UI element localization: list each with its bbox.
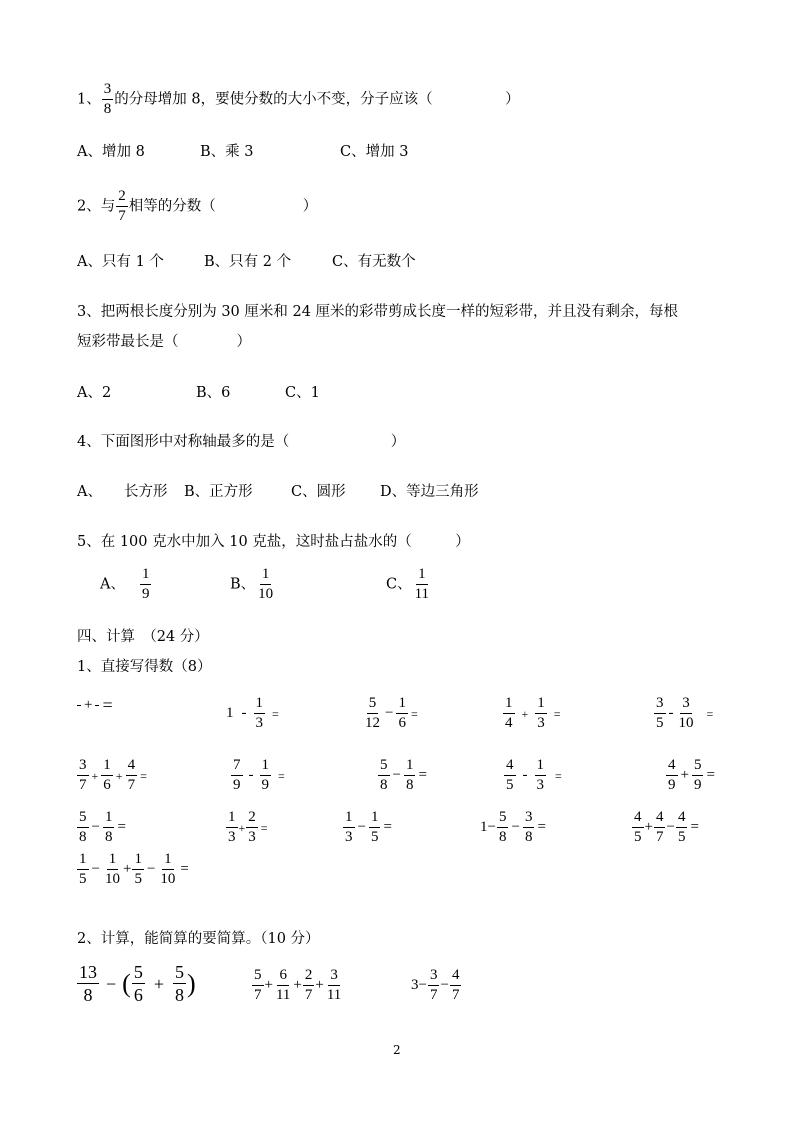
calc-r4c1: $\frac{1}{5}$ − $\frac{1}{10}$ + $\frac{1}{5}$ − $\frac{1}{10}$ = <box>79 851 189 887</box>
q4-option-a-label: 长方形 <box>124 484 168 500</box>
q5-option-a-fraction: $\frac{1}{9}$ <box>141 566 150 602</box>
q3-option-a: A、2 <box>77 385 112 401</box>
q3-line2: 短彩带最长是（ ） <box>77 334 251 350</box>
q2-option-c: C、有无数个 <box>332 254 416 270</box>
calc-r3c2: $\frac{1}{3}$ + $\frac{2}{3}$ = <box>228 809 268 845</box>
q5-option-b: B、 $\frac{1}{10}$ <box>230 566 274 602</box>
q2-line <box>77 189 317 224</box>
q4-option-c: C、圆形 <box>291 484 346 500</box>
q5-option-a: A、 $\frac{1}{9}$ <box>100 566 150 602</box>
page-number: 2 <box>393 1043 401 1057</box>
calc-r2c4: $\frac{4}{5}$ - $\frac{1}{3}$ = <box>506 757 562 793</box>
section4-sub2: 2、计算，能简算的要简算。（10 分） <box>77 931 320 947</box>
q2-option-a: A、只有 1 个 <box>77 254 164 270</box>
calc2-expr1: $\frac{13}{8}$ − ( $\frac{5}{6}$ + $\frac{5}{8}$ ) <box>79 962 196 1005</box>
calc-r2c1: $\frac{3}{7}$ + $\frac{1}{6}$ + $\frac{4}{7}$ = <box>79 757 147 793</box>
calc-r1c5: $\frac{3}{5}$ - $\frac{3}{10}$ = <box>656 695 714 731</box>
calc-r1c3: $\frac{5}{12}$ − $\frac{1}{6}$ = <box>365 695 418 731</box>
q1-text: 的分母增加 8，要使分数的大小不变，分子应该（ ） <box>114 91 520 108</box>
calc-r1c2: 1 - $\frac{1}{3}$ = <box>226 695 279 731</box>
calc-r3c4: 1 − $\frac{5}{8}$ − $\frac{3}{8}$ = <box>480 809 546 845</box>
q2-text: 相等的分数（ ） <box>128 198 318 215</box>
q5-option-c: C、 $\frac{1}{11}$ <box>386 566 430 602</box>
q5-option-b-fraction: $\frac{1}{10}$ <box>258 566 274 602</box>
q4-option-b: B、正方形 <box>184 484 253 500</box>
calc-r3c1: $\frac{5}{8}$ − $\frac{1}{8}$ = <box>79 809 126 845</box>
calc2-expr2: $\frac{5}{7}$ + $\frac{6}{11}$ + $\frac{2}{7}$ + $\frac{3}{11}$ <box>254 967 342 1003</box>
calc-r2c3: $\frac{5}{8}$ − $\frac{1}{8}$ = <box>380 757 427 793</box>
calc-r1c4: $\frac{1}{4}$ + $\frac{1}{3}$ = <box>505 695 561 731</box>
calc-r2c5: $\frac{4}{9}$ + $\frac{5}{9}$ = <box>668 757 715 793</box>
q2-fraction: $\frac{2}{7}$ <box>118 188 126 224</box>
q4-text: 4、下面图形中对称轴最多的是（ ） <box>77 434 406 450</box>
q4-option-d: D、等边三角形 <box>380 484 479 500</box>
q1-option-a: A、增加 8 <box>77 144 145 160</box>
section4-title: 四、计算 （24 分） <box>77 629 209 645</box>
calc-r2c2: $\frac{7}{9}$ - $\frac{1}{9}$ = <box>233 757 285 793</box>
q2-option-b: B、只有 2 个 <box>204 254 292 270</box>
q1-prefix: 1、 <box>77 91 101 108</box>
calc-r3c5: $\frac{4}{5}$ + $\frac{4}{7}$ − $\frac{4}{5}$ = <box>634 809 699 845</box>
calc2-expr3: 3 − $\frac{3}{7}$ − $\frac{4}{7}$ <box>411 967 460 1003</box>
calc-r3c3: $\frac{1}{3}$ − $\frac{1}{5}$ = <box>345 809 392 845</box>
calc-r1c1: + = <box>76 696 115 714</box>
q4-option-a: A、 <box>77 484 102 500</box>
q5-option-c-fraction: $\frac{1}{11}$ <box>414 566 430 602</box>
q1-line <box>77 82 520 117</box>
q3-line1: 3、把两根长度分别为 30 厘米和 24 厘米的彩带剪成长度一样的短彩带，并且没有剩余，每根 <box>77 304 679 320</box>
q1-option-b: B、乘 3 <box>200 144 254 160</box>
q3-option-c: C、1 <box>285 385 320 401</box>
q5-text: 5、在 100 克水中加入 10 克盐，这时盐占盐水的（ ） <box>77 534 470 550</box>
q2-prefix: 2、与 <box>77 198 116 215</box>
q3-option-b: B、6 <box>196 385 231 401</box>
q1-option-c: C、增加 3 <box>340 144 409 160</box>
q1-fraction: $\frac{3}{8}$ <box>103 81 112 117</box>
section4-sub1: 1、直接写得数（8） <box>77 659 212 675</box>
